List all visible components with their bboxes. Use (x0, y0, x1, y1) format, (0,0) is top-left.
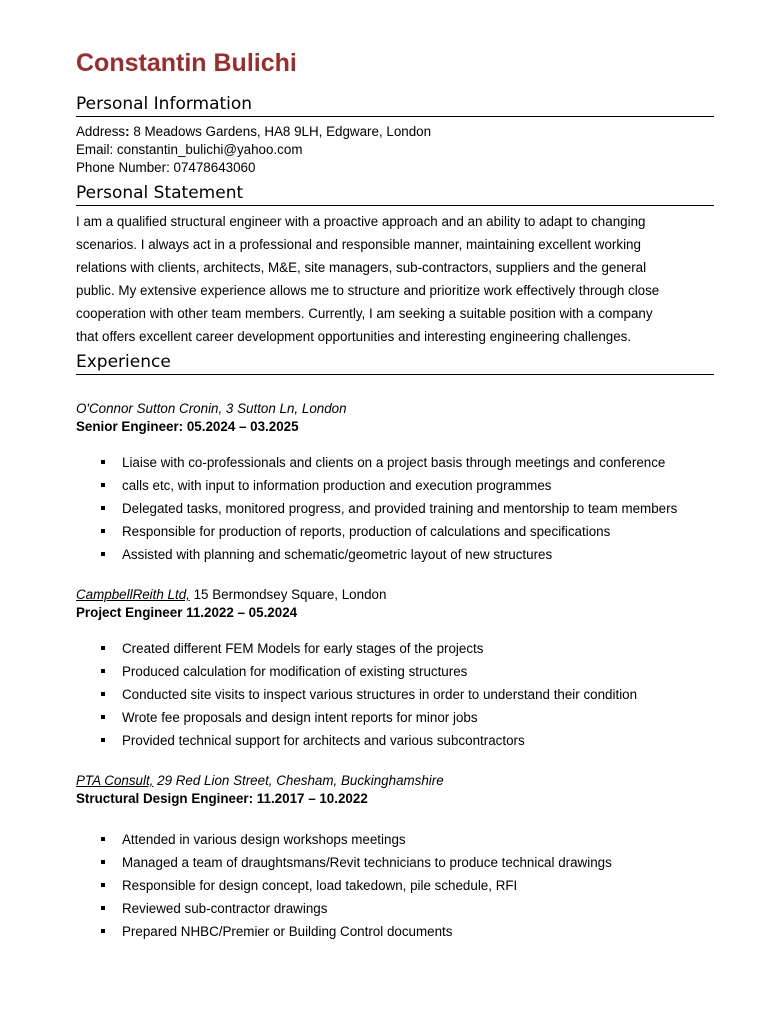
address-value: 8 Meadows Gardens, HA8 9LH, Edgware, London (133, 124, 432, 139)
job-role: Structural Design Engineer: 11.2017 – 10.2022 (76, 791, 368, 806)
email-line: Email: constantin_bulichi@yahoo.com (76, 142, 303, 157)
job-company (76, 586, 386, 604)
list-item: Conducted site visits to inspect various structures in order to understand their condition (76, 683, 716, 706)
list-item: Prepared NHBC/Premier or Building Control documents (76, 920, 716, 943)
job-company (76, 400, 347, 418)
bullet-icon (101, 646, 105, 650)
address-line: Address: 8 Meadows Gardens, HA8 9LH, Edgware, London (76, 124, 432, 139)
phone-line: Phone Number: 07478643060 (76, 160, 256, 175)
bullet-icon (101, 460, 105, 464)
bullet-icon (101, 715, 105, 719)
list-item: Created different FEM Models for early stages of the projects (76, 637, 716, 660)
list-item: Assisted with planning and schematic/geometric layout of new structures (76, 543, 716, 566)
company-name: CampbellReith Ltd, (76, 587, 190, 602)
job-role: Senior Engineer: 05.2024 – 03.2025 (76, 419, 299, 434)
list-item: Produced calculation for modification of existing structures (76, 660, 716, 683)
bullet-icon (101, 669, 105, 673)
list-item: calls etc, with input to information production and execution programmes (76, 474, 716, 497)
job-bullets (76, 637, 716, 752)
list-item: Responsible for production of reports, production of calculations and specifications (76, 520, 716, 543)
list-item: Wrote fee proposals and design intent reports for minor jobs (76, 706, 716, 729)
list-item: Reviewed sub-contractor drawings (76, 897, 716, 920)
company-address: 29 Red Lion Street, Chesham, Buckinghamshire (153, 773, 444, 788)
list-item: Provided technical support for architects and various subcontractors (76, 729, 716, 752)
bullet-icon (101, 860, 105, 864)
personal-information-heading: Personal Information (76, 93, 714, 117)
list-item: Delegated tasks, monitored progress, and provided training and mentorship to team members (76, 497, 716, 520)
bullet-icon (101, 692, 105, 696)
bullet-icon (101, 483, 105, 487)
bullet-icon (101, 837, 105, 841)
candidate-name: Constantin Bulichi (76, 49, 297, 77)
job-bullets (76, 828, 716, 943)
bullet-icon (101, 883, 105, 887)
list-item: Attended in various design workshops meetings (76, 828, 716, 851)
experience-heading: Experience (76, 351, 714, 375)
bullet-icon (101, 529, 105, 533)
bullet-icon (101, 906, 105, 910)
job-role: Project Engineer 11.2022 – 05.2024 (76, 605, 298, 620)
statement-line: that offers excellent career development opportunities and interesting engineering challenges. (76, 329, 632, 345)
list-item: Liaise with co-professionals and clients on a project basis through meetings and conference (76, 451, 716, 474)
list-item: Managed a team of draughtsmans/Revit technicians to produce technical drawings (76, 851, 716, 874)
statement-line: public. My extensive experience allows me to structure and prioritize work effectively through close (76, 283, 660, 299)
bullet-icon (101, 929, 105, 933)
bullet-icon (101, 506, 105, 510)
statement-line: I am a qualified structural engineer with a proactive approach and an ability to adapt to changing (76, 214, 646, 229)
job-company (76, 772, 444, 790)
bullet-icon (101, 552, 105, 556)
statement-line: cooperation with other team members. Currently, I am seeking a suitable position with a company (76, 306, 653, 322)
statement-line: relations with clients, architects, M&E, site managers, sub-contractors, suppliers and the general (76, 260, 647, 276)
company-address: 15 Bermondsey Square, London (189, 587, 387, 602)
address-label: Address (76, 124, 126, 139)
company-name: O'Connor Sutton Cronin, 3 Sutton Ln, London (76, 401, 347, 416)
list-item: Responsible for design concept, load takedown, pile schedule, RFI (76, 874, 716, 897)
company-name: PTA Consult, (76, 773, 154, 788)
personal-statement-heading: Personal Statement (76, 182, 714, 206)
personal-statement-text (76, 210, 716, 349)
job-bullets (76, 451, 716, 566)
statement-line: scenarios. I always act in a professional and responsible manner, maintaining excellent working (76, 237, 641, 253)
bullet-icon (101, 738, 105, 742)
